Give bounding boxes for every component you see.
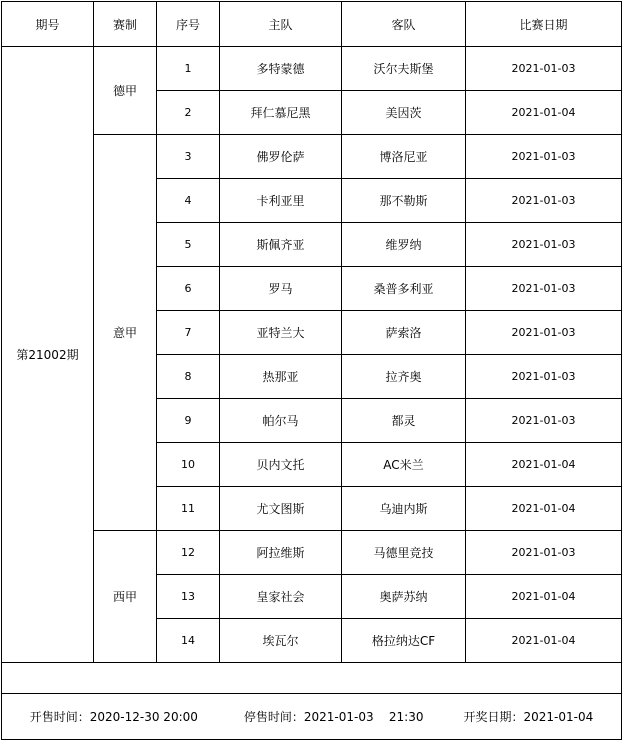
header-seq: 序号: [157, 2, 220, 47]
match-date-cell: 2021-01-03: [466, 355, 622, 399]
home-team-cell: 卡利亚里: [220, 179, 342, 223]
match-row: [2, 135, 622, 179]
match-number-cell: 6: [157, 267, 220, 311]
home-team-cell: 多特蒙德: [220, 47, 342, 91]
match-date-cell: 2021-01-04: [466, 91, 622, 135]
home-team-cell: 阿拉维斯: [220, 531, 342, 575]
home-team-cell: 亚特兰大: [220, 311, 342, 355]
match-number-cell: 3: [157, 135, 220, 179]
match-date-cell: 2021-01-03: [466, 399, 622, 443]
header-away: 客队: [342, 2, 466, 47]
header-date: 比赛日期: [466, 2, 622, 47]
home-team-cell: 拜仁慕尼黑: [220, 91, 342, 135]
sale-start-time: 开售时间：2020-12-30 20:00: [29, 710, 198, 724]
home-team-cell: 罗马: [220, 267, 342, 311]
league-cell: 德甲: [94, 47, 157, 135]
match-number-cell: 1: [157, 47, 220, 91]
match-date-cell: 2021-01-04: [466, 575, 622, 619]
away-team-cell: 那不勒斯: [342, 179, 466, 223]
match-number-cell: 8: [157, 355, 220, 399]
home-team-cell: 佛罗伦萨: [220, 135, 342, 179]
schedule-body: [2, 47, 622, 663]
match-date-cell: 2021-01-04: [466, 487, 622, 531]
match-date-cell: 2021-01-03: [466, 135, 622, 179]
match-date-cell: 2021-01-03: [466, 531, 622, 575]
match-date-cell: 2021-01-03: [466, 179, 622, 223]
away-team-cell: 桑普多利亚: [342, 267, 466, 311]
away-team-cell: 维罗纳: [342, 223, 466, 267]
match-number-cell: 9: [157, 399, 220, 443]
match-row: [2, 531, 622, 575]
sale-stop-time: 停售时间：2021-01-03 21:30: [243, 710, 424, 724]
match-number-cell: 11: [157, 487, 220, 531]
away-team-cell: 拉齐奥: [342, 355, 466, 399]
header-league: 赛制: [94, 2, 157, 47]
home-team-cell: 帕尔马: [220, 399, 342, 443]
match-number-cell: 7: [157, 311, 220, 355]
spacer-row: [2, 663, 622, 694]
match-date-cell: 2021-01-03: [466, 47, 622, 91]
match-row: [2, 47, 622, 91]
issue-cell: 第21002期: [2, 47, 94, 663]
header-row: [2, 2, 622, 47]
match-date-cell: 2021-01-03: [466, 267, 622, 311]
match-number-cell: 14: [157, 619, 220, 663]
home-team-cell: 埃瓦尔: [220, 619, 342, 663]
home-team-cell: 尤文图斯: [220, 487, 342, 531]
header-issue: 期号: [2, 2, 94, 47]
away-team-cell: 都灵: [342, 399, 466, 443]
away-team-cell: 萨索洛: [342, 311, 466, 355]
match-number-cell: 10: [157, 443, 220, 487]
draw-date: 开奖日期：2021-01-04: [463, 710, 594, 724]
schedule-table: [1, 1, 622, 740]
match-date-cell: 2021-01-04: [466, 619, 622, 663]
away-team-cell: 沃尔夫斯堡: [342, 47, 466, 91]
footer-cell: [2, 694, 622, 740]
match-date-cell: 2021-01-03: [466, 311, 622, 355]
home-team-cell: 热那亚: [220, 355, 342, 399]
match-number-cell: 13: [157, 575, 220, 619]
match-number-cell: 2: [157, 91, 220, 135]
away-team-cell: 奥萨苏纳: [342, 575, 466, 619]
away-team-cell: 乌迪内斯: [342, 487, 466, 531]
match-number-cell: 5: [157, 223, 220, 267]
league-cell: 西甲: [94, 531, 157, 663]
away-team-cell: 格拉纳达CF: [342, 619, 466, 663]
home-team-cell: 贝内文托: [220, 443, 342, 487]
away-team-cell: 马德里竞技: [342, 531, 466, 575]
match-number-cell: 4: [157, 179, 220, 223]
away-team-cell: 博洛尼亚: [342, 135, 466, 179]
match-number-cell: 12: [157, 531, 220, 575]
match-date-cell: 2021-01-04: [466, 443, 622, 487]
away-team-cell: AC米兰: [342, 443, 466, 487]
spacer-cell: [2, 663, 622, 694]
league-cell: 意甲: [94, 135, 157, 531]
footer-row: [2, 694, 622, 740]
home-team-cell: 斯佩齐亚: [220, 223, 342, 267]
away-team-cell: 美因茨: [342, 91, 466, 135]
match-date-cell: 2021-01-03: [466, 223, 622, 267]
header-home: 主队: [220, 2, 342, 47]
home-team-cell: 皇家社会: [220, 575, 342, 619]
